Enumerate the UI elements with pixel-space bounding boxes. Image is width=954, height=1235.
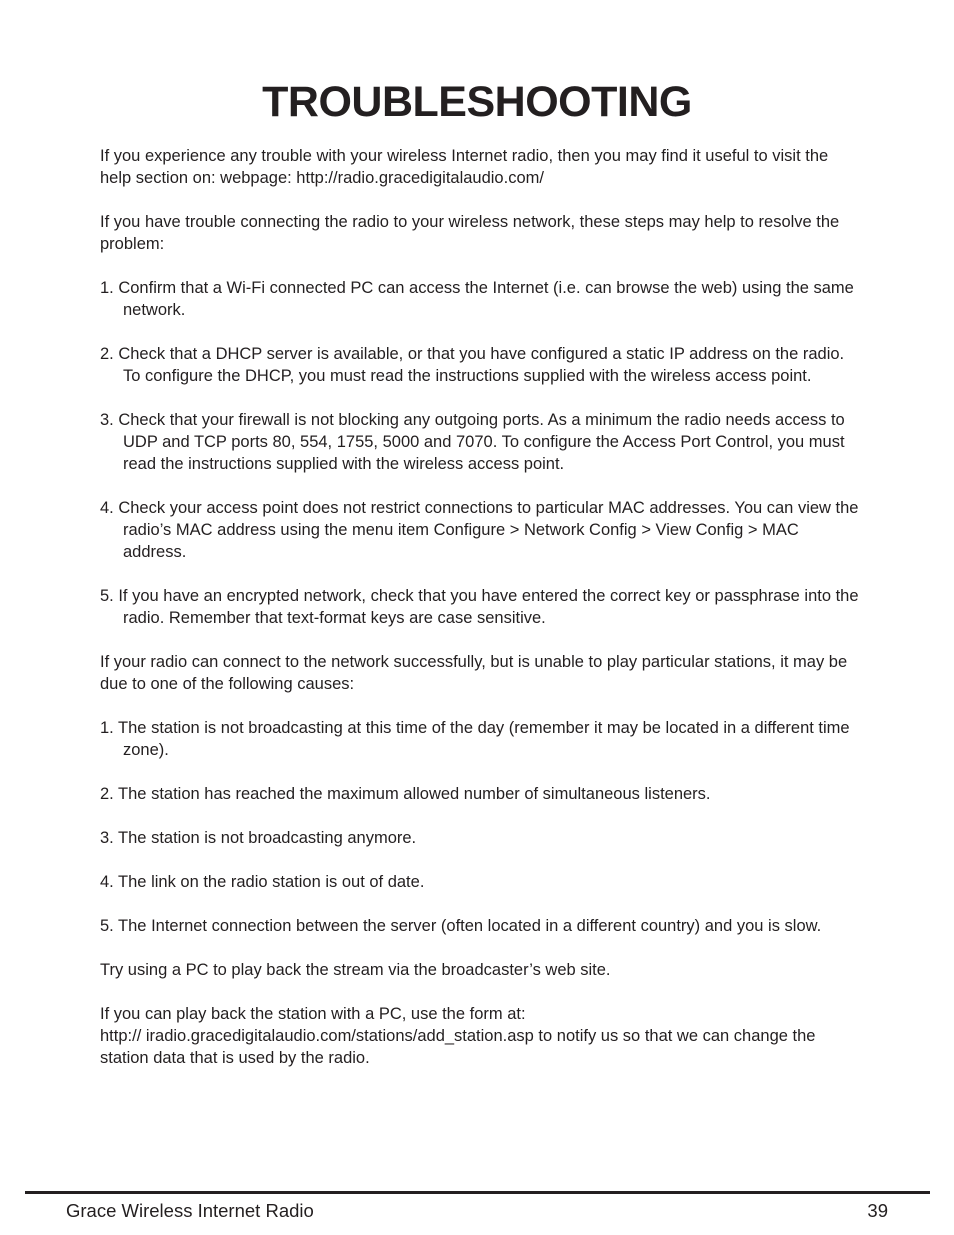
form-paragraph xyxy=(100,1003,860,1069)
station-cause-item: 5. The Internet connection between the server (often located in a different country) and you is slow. xyxy=(100,917,822,935)
form-line-2: http:// iradio.gracedigitalaudio.com/stations/add_station.asp to notify us so that we can change the station data that is used by the radio. xyxy=(100,1027,816,1067)
connect-step-item: 4. Check your access point does not restrict connections to particular MAC addresses. You can view the radio’s MAC address using the menu item Configure > Network Config > View Config > MAC address. xyxy=(100,499,859,561)
try-pc-paragraph: Try using a PC to play back the stream via the broadcaster’s web site. xyxy=(100,961,611,979)
connect-step-item: 2. Check that a DHCP server is available, or that you have configured a static IP address on the radio. To configure the DHCP, you must read the instructions supplied with the wireless access point. xyxy=(100,345,845,385)
connect-step-item: 3. Check that your firewall is not blocking any outgoing ports. As a minimum the radio needs access to UDP and TCP ports 80, 554, 1755, 5000 and 7070. To configure the Access Port Control, you must read the instructions supplied with the wireless access point. xyxy=(100,411,845,473)
footer-divider xyxy=(25,1191,930,1194)
page-body xyxy=(100,145,860,1069)
station-cause-item: 3. The station is not broadcasting anymore. xyxy=(100,829,417,847)
page-number: 39 xyxy=(867,1200,888,1221)
station-cause-item: 2. The station has reached the maximum allowed number of simultaneous listeners. xyxy=(100,785,711,803)
connect-step-item: 1. Confirm that a Wi-Fi connected PC can access the Internet (i.e. can browse the web) using the same network. xyxy=(100,279,854,319)
station-cause-item: 4. The link on the radio station is out of date. xyxy=(100,873,425,891)
connect-step-item: 5. If you have an encrypted network, check that you have entered the correct key or passphrase into the radio. Remember that text-format keys are case sensitive. xyxy=(100,587,859,627)
intro-paragraph: If you experience any trouble with your wireless Internet radio, then you may find it useful to visit the help section on: webpage: http://radio.gracedigitalaudio.com/ xyxy=(100,147,829,187)
stations-intro-paragraph: If your radio can connect to the network successfully, but is unable to play particular stations, it may be due to one of the following causes: xyxy=(100,653,848,693)
form-line-1: If you can play back the station with a PC, use the form at: xyxy=(100,1005,526,1023)
footer-product-name: Grace Wireless Internet Radio xyxy=(66,1200,314,1221)
connect-intro-paragraph: If you have trouble connecting the radio to your wireless network, these steps may help to resolve the problem: xyxy=(100,213,840,253)
page-title: TROUBLESHOOTING xyxy=(262,78,692,126)
station-cause-item: 1. The station is not broadcasting at this time of the day (remember it may be located in a different time zone). xyxy=(100,719,850,759)
